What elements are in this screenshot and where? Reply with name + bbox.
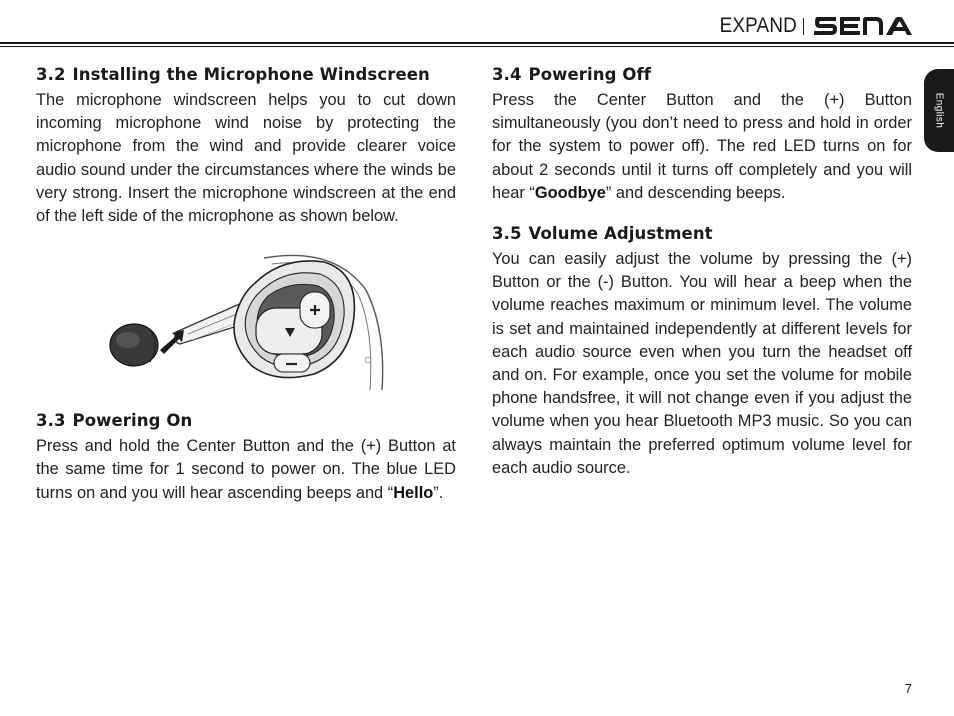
section-heading [492,64,912,86]
windscreen-figure [36,250,456,400]
windscreen-icon [110,324,158,366]
header-rule-thin [0,46,954,47]
right-column [492,64,912,480]
language-tab [924,69,954,152]
brand-separator [803,18,804,35]
body-text: ” and descending beeps. [605,183,786,202]
section-number: 3.3 [36,411,66,431]
body-text: Press and hold the Center Button and the (+) Button at the same time for 1 second to power on. The blue LED turns on and you will hear ascending beeps and “ [36,437,456,502]
body-text: Press the Center Button and the (+) Button simultaneously (you don’t need to press and hold in order for the system to power off). The red LED turns on for about 2 seconds until it turns off completely and you will hear “ [492,91,912,202]
section-number: 3.2 [36,65,66,84]
body-text: ”. [433,483,444,502]
section-title: Volume Adjustment [528,224,713,244]
header-brand [711,14,912,38]
section-3-3 [36,410,456,505]
section-body [492,89,912,205]
section-number: 3.5 [492,224,522,244]
brand-logo [814,17,912,35]
section-title: Installing the Microphone Windscreen [72,65,430,84]
section-3-4 [492,64,912,205]
body-emphasis: Hello [393,483,434,502]
section-body: You can easily adjust the volume by pressing the (+) Button or the (-) Button. You will hear a beep when the volume reaches maximum or minimum level. The volume is set and maintained independently at different levels for each audio source even when you turn the headset off and on. For example, once you set the volume for mobile phone handsfree, it will not change even if you adjust the volume when you hear Bluetooth MP3 music. So you can always maintain the preferred optimum volume level for each audio source. [492,250,912,477]
section-3-5 [492,223,912,480]
section-number: 3.4 [492,65,522,84]
headset-illustration [104,250,394,400]
body-emphasis: Goodbye [534,183,606,202]
product-name: EXPAND [719,14,797,37]
left-column [36,64,456,505]
header-rule [0,42,954,44]
section-heading [36,410,456,432]
section-body [36,435,456,505]
section-3-2 [36,64,456,228]
section-body: The microphone windscreen helps you to cut down incoming microphone wind noise by protecting the microphone from the wind and provide clearer voice audio sound under the circumstances where the winds be very strong. Insert the microphone windscreen at the end of the left side of the microphone as shown below. [36,91,456,226]
section-title: Powering On [72,411,193,431]
section-title: Powering Off [528,65,652,84]
page-number: 7 [904,681,912,696]
language-tab-label: English [933,92,945,129]
section-heading [36,64,456,86]
section-heading [492,223,912,245]
